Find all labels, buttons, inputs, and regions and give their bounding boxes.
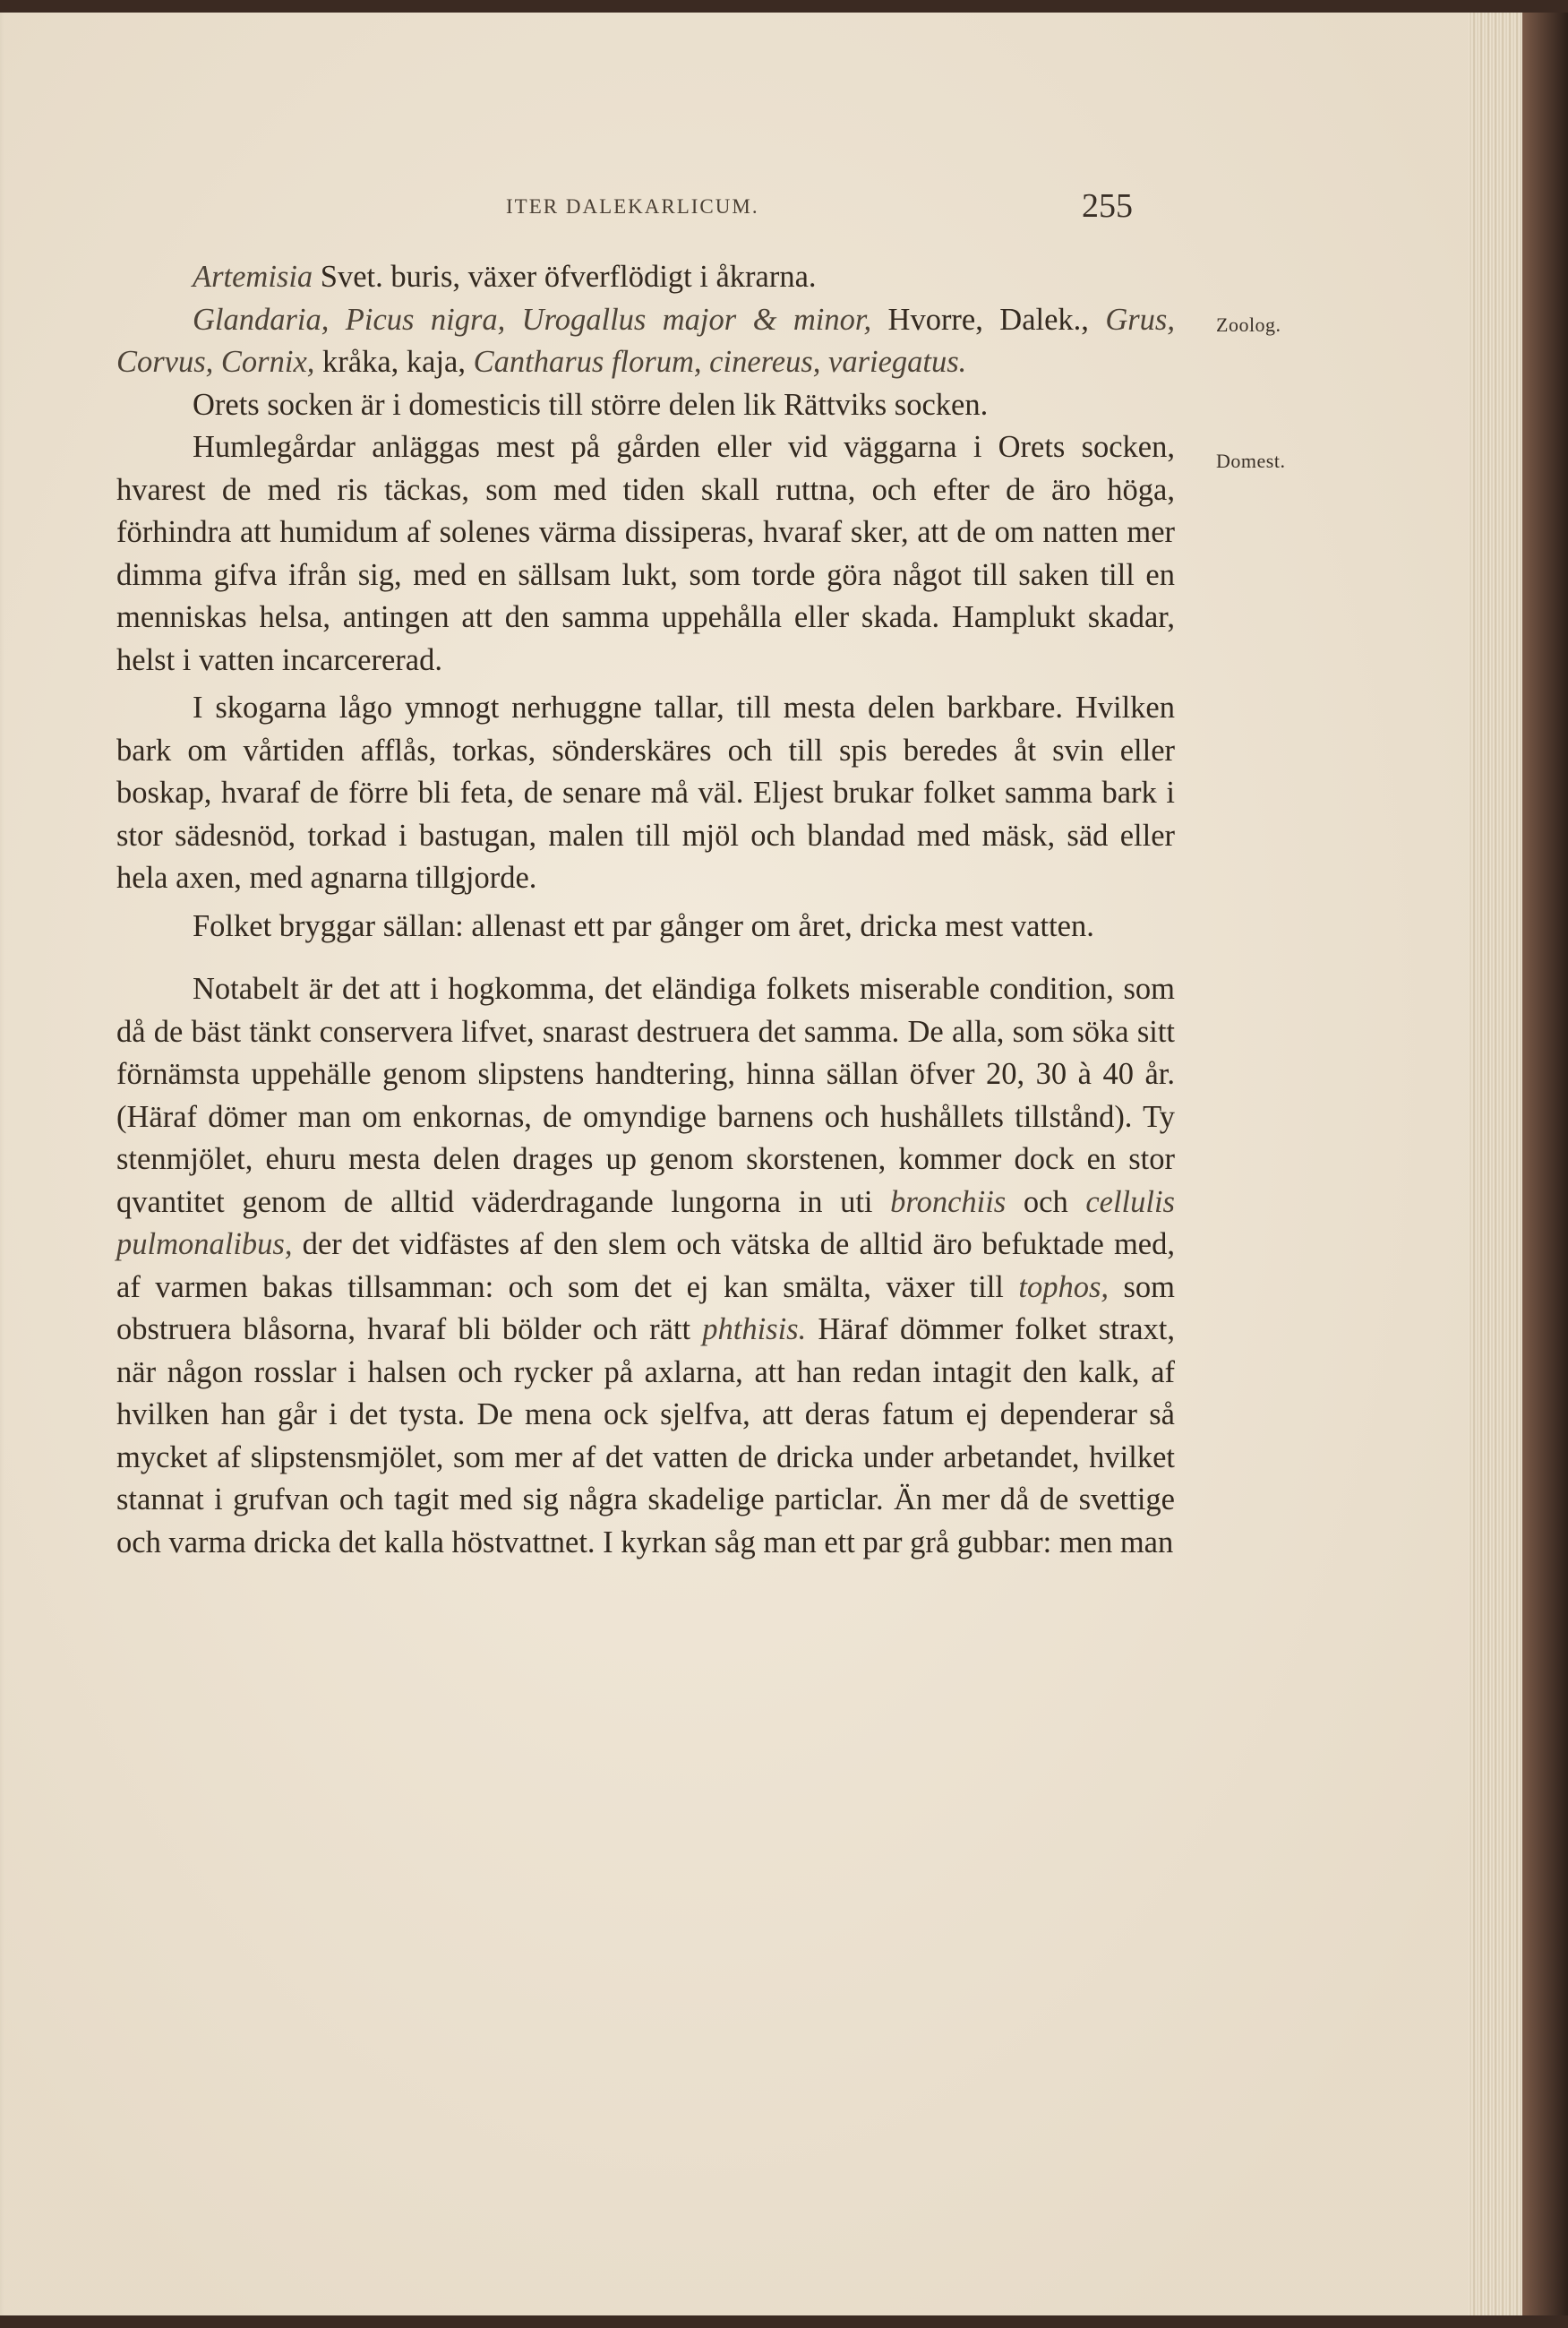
text-run: Humlegårdar anläggas mest på gården eller vid väggarna i Orets socken, hvarest de med ris täckas, som med tiden skall ruttna, och efter de äro höga, förhindra att humidum af solenes värma dissiperas, hvaraf sker, att de om natten mer dimma gifva ifrån sig, med en sällsam lukt, som torde göra något till saken till en menniskas helsa, antingen att den samma uppehålla eller skada. Hamplukt skadar, helst i vatten incarcererad. <box>116 430 1175 677</box>
scan-bottom-border <box>0 2315 1568 2328</box>
paragraph <box>116 256 1175 299</box>
italic-run: bronchiis <box>890 1184 1007 1219</box>
running-head-title: ITER DALEKARLICUM. <box>506 195 759 218</box>
text-run: Orets socken är i domesticis till större delen lik Rättviks socken. <box>193 387 989 422</box>
italic-run: Artemisia <box>193 260 313 294</box>
page-number: 255 <box>1082 187 1133 225</box>
paragraph <box>116 906 1175 949</box>
italic-run: cellulis pulmonalibus, <box>116 1184 1175 1261</box>
italic-run: Glandaria, Picus nigra, Urogallus major & minor, <box>193 302 872 337</box>
italic-run: phthisis. <box>702 1312 807 1346</box>
text-run: och <box>1006 1184 1086 1219</box>
text-run: som obstruera blåsorna, hvaraf bli bölder och rätt <box>116 1269 1175 1346</box>
text-run: I skogarna lågo ymnogt nerhuggne tallar, till mesta delen barkbare. Hvilken bark om vårtiden afflås, torkas, sönderskäres och till spis beredes åt svin eller boskap, hvaraf de förre bli feta, de senare må väl. Eljest brukar folket samma bark i stor sädesnöd, torkad i bastugan, malen till mjöl och blandad med mäsk, säd eller hela axen, med agnarna tillgjorde. <box>116 691 1175 895</box>
text-run: Häraf dömmer folket straxt, när någon rosslar i halsen och rycker på axlarna, att han redan intagit den kalk, af hvilken han går i det tysta. De mena ock sjelfva, att deras fatum ej dependerar så mycket af slipstensmjölet, som mer af det vatten de dricka under arbetandet, hvilket stannat i grufvan och tagit med sig några skadelige particlar. Än mer då de svettige och varma dricka det kalla höstvattnet. I kyrkan såg man ett par grå gubbar: men man <box>116 1312 1175 1559</box>
body-text <box>116 256 1175 1564</box>
margin-note-zoolog: Zoolog. <box>1216 314 1281 336</box>
paragraph <box>116 299 1175 384</box>
paragraph <box>116 968 1175 1564</box>
text-run: Folket bryggar sällan: allenast ett par gånger om året, dricka mest vatten. <box>193 908 1094 943</box>
margin-note-domest: Domest. <box>1216 450 1286 472</box>
italic-run: Cantharus florum, cinereus, variegatus. <box>473 345 967 379</box>
text-run: der det vidfästes af den slem och vätska de alltid äro befuktade med, af varmen bakas tillsamman: och som det ej kan smälta, växer till <box>116 1227 1175 1304</box>
text-run: kråka, kaja, <box>314 345 474 379</box>
paragraph <box>116 384 1175 427</box>
paragraph <box>116 426 1175 682</box>
text-run: Svet. buris, växer öfverflödigt i åkrarna. <box>313 260 817 294</box>
paragraph <box>116 687 1175 900</box>
scan-top-border <box>0 0 1568 13</box>
italic-run: Grus, Corvus, Cornix, <box>116 302 1175 379</box>
binding-edge <box>1522 0 1568 2328</box>
running-head <box>0 187 1513 226</box>
text-run: Hvorre, Dalek., <box>871 302 1106 337</box>
text-run: Notabelt är det att i hogkomma, det eländiga folkets miserable condition, som då de bäst tänkt conservera lifvet, snarast destruera det samma. De alla, som söka sitt förnämsta uppehälle genom slipstens handtering, hinna sällan öfver 20, 30 à 40 år. (Häraf dömer man om enkornas, de omyndige barnens och hushållets tillstånd). Ty stenmjölet, ehuru mesta delen drages up genom skorstenen, kommer dock en stor qvantitet genom de alltid väderdragande lungorna in uti <box>116 972 1175 1219</box>
italic-run: tophos, <box>1018 1269 1109 1304</box>
